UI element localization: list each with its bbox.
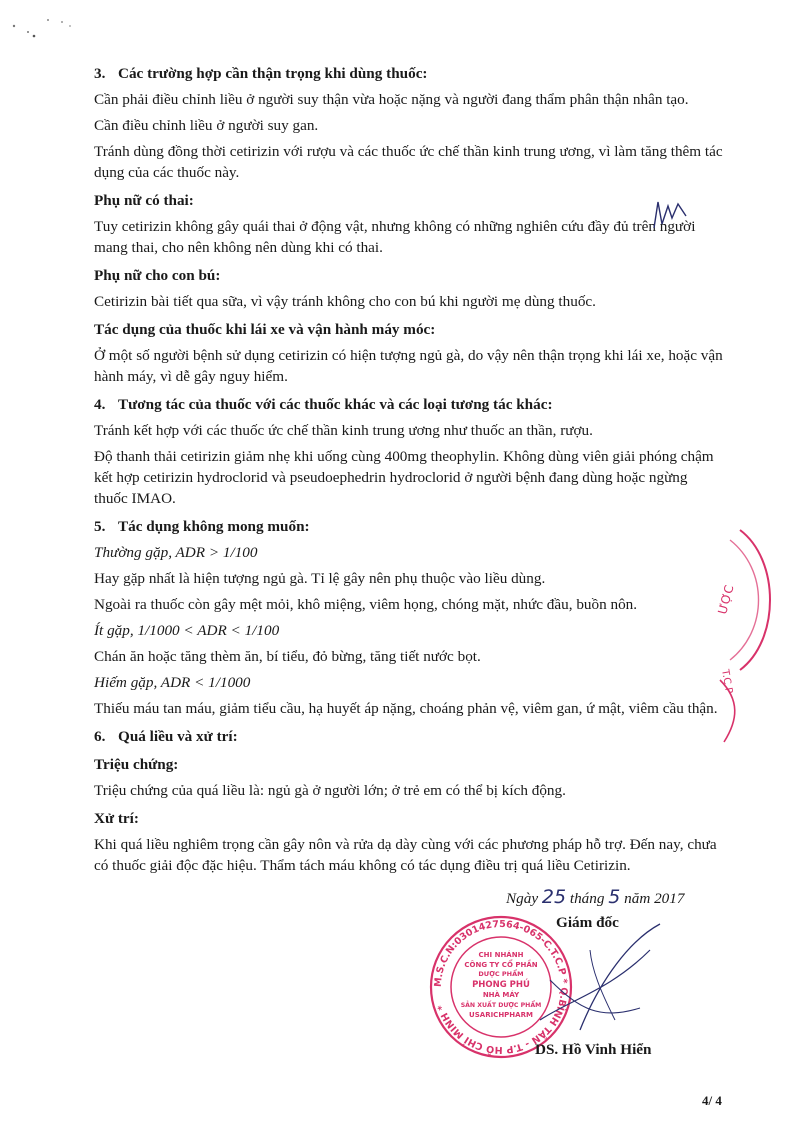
frequency-label: Hiếm gặp, ADR < 1/1000 [94, 674, 251, 691]
subsection-heading: Triệu chứng: [94, 756, 179, 773]
svg-text:ƯỢC: ƯỢC [715, 583, 737, 616]
signer-title: Giám đốc [556, 914, 619, 931]
paragraph: Tránh dùng đồng thời cetirizin với rượu và các thuốc ức chế thần kinh trung ương, vì làm tăng thêm tác dụng của các thuốc này. [94, 143, 723, 181]
section-number: 6. [94, 728, 106, 745]
section-number: 3. [94, 65, 106, 82]
paragraph: Ngoài ra thuốc còn gây mệt mỏi, khô miệng, viêm họng, chóng mặt, nhức đầu, buồn nôn. [94, 596, 638, 613]
section-heading [94, 63, 724, 84]
date-year: năm 2017 [624, 890, 685, 907]
frequency-label: Thường gặp, ADR > 1/100 [94, 544, 258, 561]
date-month: 5 [608, 886, 621, 908]
document-body [94, 56, 724, 876]
svg-text:M.S.C.N:0301427564-065-C.T.C.P: M.S.C.N:0301427564-065-C.T.C.P * Q.BÌNH TÂN - T.P HỒ CHÍ MINH * [432, 918, 570, 1056]
svg-text:NHÀ MÁY: NHÀ MÁY [482, 991, 520, 999]
section-title: Quá liều và xử trí: [118, 728, 238, 745]
signature-date [506, 886, 684, 908]
paragraph: Thiếu máu tan máu, giảm tiểu cầu, hạ huyết áp nặng, choáng phản vệ, viêm gan, ứ mật, viêm cầu thận. [94, 700, 718, 717]
paragraph: Khi quá liều nghiêm trọng cần gây nôn và rửa dạ dày cùng với các phương pháp hỗ trợ. Đến nay, chưa có thuốc giải độc đặc hiệu. Thẩm tách máu không có tác dụng điều trị quá liều Cetirizin. [94, 836, 717, 874]
subsection-heading: Phụ nữ cho con bú: [94, 267, 221, 284]
scan-speckles [4, 12, 94, 42]
subsection-heading: Xử trí: [94, 810, 139, 827]
signer-name: DS. Hồ Vinh Hiển [535, 1041, 652, 1058]
svg-text:CHI NHÁNH: CHI NHÁNH [478, 951, 524, 959]
handwritten-signature [520, 920, 670, 1035]
frequency-label: Ít gặp, 1/1000 < ADR < 1/100 [94, 622, 280, 639]
section-heading [94, 394, 724, 415]
paragraph: Chán ăn hoặc tăng thèm ăn, bí tiểu, đỏ bừng, tăng tiết nước bọt. [94, 648, 481, 665]
paragraph: Triệu chứng của quá liều là: ngủ gà ở người lớn; ở trẻ em có thể bị kích động. [94, 782, 566, 799]
side-stamp-partial [700, 520, 800, 750]
paragraph: Hay gặp nhất là hiện tượng ngủ gà. Tỉ lệ gây nên phụ thuộc vào liều dùng. [94, 570, 546, 587]
svg-text:DƯỢC PHẨM: DƯỢC PHẨM [478, 970, 524, 978]
svg-text:USARICHPHARM: USARICHPHARM [469, 1011, 533, 1019]
paragraph: Cần điều chỉnh liều ở người suy gan. [94, 117, 319, 134]
svg-text:T.C.P: T.C.P [719, 668, 735, 695]
section-title: Tác dụng không mong muốn: [118, 518, 310, 535]
paragraph: Cetirizin bài tiết qua sữa, vì vậy tránh không cho con bú khi người mẹ dùng thuốc. [94, 293, 596, 310]
subsection-heading: Tác dụng của thuốc khi lái xe và vận hành máy móc: [94, 321, 436, 338]
section-number: 4. [94, 396, 106, 413]
subsection-heading: Phụ nữ có thai: [94, 192, 194, 209]
date-day: 25 [541, 886, 567, 908]
initials-mark [648, 198, 692, 232]
paragraph: Tránh kết hợp với các thuốc ức chế thần kinh trung ương như thuốc an thần, rượu. [94, 422, 593, 439]
section-heading [94, 726, 724, 747]
paragraph: Cần phải điều chỉnh liều ở người suy thận vừa hoặc nặng và người đang thẩm phân thận nhân tạo. [94, 91, 689, 108]
date-prefix: Ngày [506, 890, 539, 907]
paragraph: Độ thanh thải cetirizin giảm nhẹ khi uống cùng 400mg theophylin. Không dùng viên giải phóng chậm kết hợp cetirizin hydroclorid và pseudoephedrin hydroclorid ở người bệnh đang dùng hoặc ngừng thuốc IMAO. [94, 448, 714, 507]
date-month-label: tháng [569, 890, 605, 907]
paragraph: Ở một số người bệnh sử dụng cetirizin có hiện tượng ngủ gà, do vậy nên thận trọng khi lái xe, hoặc vận hành máy, vì dễ gây nguy hiểm. [94, 347, 723, 385]
section-title: Các trường hợp cần thận trọng khi dùng thuốc: [118, 65, 428, 82]
svg-text:SẢN XUẤT DƯỢC PHẨM: SẢN XUẤT DƯỢC PHẨM [460, 1002, 542, 1009]
section-heading [94, 516, 724, 537]
section-title: Tương tác của thuốc với các thuốc khác và các loại tương tác khác: [118, 396, 553, 413]
svg-text:CÔNG TY CỔ PHẦN: CÔNG TY CỔ PHẦN [464, 961, 538, 969]
svg-text:PHONG PHÚ: PHONG PHÚ [472, 980, 530, 990]
paragraph: Tuy cetirizin không gây quái thai ở động vật, nhưng không có những nghiên cứu đầy đủ trên người mang thai, cho nên không nên dùng khi có thai. [94, 218, 696, 256]
section-number: 5. [94, 518, 106, 535]
page-number: 4/ 4 [702, 1093, 722, 1108]
